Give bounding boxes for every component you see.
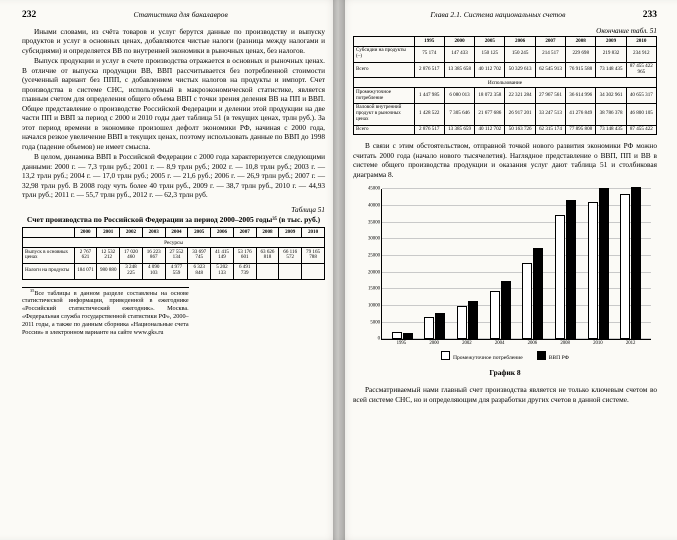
chart-x-tick: 1995 (396, 341, 407, 347)
table-caption: Таблица 51 (291, 205, 325, 214)
footnote-area (22, 287, 189, 337)
table-row (354, 62, 657, 78)
cell: 2 876 517 (414, 125, 444, 135)
cell (302, 263, 325, 279)
cell: 4 977 559 (165, 263, 188, 279)
chart-bar-group (619, 187, 642, 339)
cell: 66 116 572 (279, 248, 302, 264)
th-label (23, 228, 75, 238)
cell: 150 245 (505, 46, 535, 62)
chart-plot-area (368, 186, 651, 342)
paragraph: Иными словами, из счёта товаров и услуг берутся данные по производству и выпуску продуктов и услуг в основных ценах, добавляются чистые налоги (разница между налогами и субсидиями) и определяется ВВ по внутренней экономики в рыночных ценах, без налогов. (22, 27, 325, 55)
chart-bar-group (391, 332, 414, 339)
cell: 12 532 212 (97, 248, 120, 264)
cell: 38 786 378 (596, 103, 626, 125)
table-continuation-caption: Окончание табл. 51 (596, 27, 657, 35)
legend-label-pp: Промежуточное потребление (452, 355, 523, 362)
row-label: Налоги на продукты (23, 263, 75, 279)
chart-y-tick: 40000 (368, 203, 380, 209)
table-header-row (354, 37, 657, 47)
chart-bar (566, 200, 576, 340)
cell: 147 433 (444, 46, 474, 62)
chart-bar (522, 263, 532, 339)
production-account-table-continued (353, 36, 657, 135)
th-2006: 2006 (505, 37, 535, 47)
cell: 2 767 621 (74, 248, 97, 264)
table-section-row (354, 78, 657, 88)
cell: 150 125 (475, 46, 505, 62)
th-2004: 2004 (165, 228, 188, 238)
chart-y-tick: 20000 (368, 270, 380, 276)
right-folio: 233 (642, 10, 657, 20)
cell: 75 174 (414, 46, 444, 62)
cell: 36 614 996 (566, 88, 596, 104)
legend-label-gdp: ВВП РФ (548, 355, 570, 362)
chart-bar (468, 301, 478, 339)
legend-swatch-pp (441, 351, 450, 360)
table-title: Счет производства по Российской Федерации за период 2000–2005 годы³⁵ (в тыс. руб.) (26, 214, 321, 224)
cell: 980 880 (97, 263, 120, 279)
th-2007: 2007 (233, 228, 256, 238)
chart-y-tick: 30000 (368, 236, 380, 242)
chart-bar (588, 202, 598, 340)
chart-y-tick: 5000 (370, 320, 380, 326)
right-page (339, 0, 677, 540)
th-2001: 2001 (97, 228, 120, 238)
table-row (354, 125, 657, 135)
th-2005: 2005 (475, 37, 505, 47)
th-2000: 2000 (74, 228, 97, 238)
left-running-head (22, 10, 325, 20)
table-row (354, 88, 657, 104)
cell: 13 385 658 (444, 62, 474, 78)
cell: 27 552 134 (165, 248, 188, 264)
cell: 41 276 849 (566, 103, 596, 125)
cell (279, 263, 302, 279)
table-section-row (23, 238, 325, 248)
cell: 53 176 601 (233, 248, 256, 264)
right-running-head (353, 10, 657, 20)
chart-y-tick: 10000 (368, 303, 380, 309)
cell: 87 455 422 (626, 125, 656, 135)
cell: 87 455 422 965 (626, 62, 656, 78)
paragraph: Рассматриваемый нами главный счет производства является не только ключевым счетом во всей системе СНС, но и определяющим для разработки других счетов в данной системе. (353, 385, 657, 404)
cell (256, 263, 279, 279)
chart-bar (392, 332, 402, 339)
chart-y-tick: 45000 (368, 186, 380, 192)
cell: 41 415 149 (211, 248, 234, 264)
cell: 219 832 (596, 46, 626, 62)
cell: 13 385 659 (444, 125, 474, 135)
chart-bar-group (423, 313, 446, 339)
chart-x-tick: 2000 (429, 341, 439, 347)
cell: 76 915 588 (566, 62, 596, 78)
th-1995: 1995 (414, 37, 444, 47)
chart-bar-group (488, 281, 511, 340)
chart-x-tick: 2004 (494, 341, 505, 347)
cell: 6 491 739 (233, 263, 256, 279)
cell: 2 876 517 (414, 62, 444, 78)
th-2008: 2008 (566, 37, 596, 47)
right-running-title: Глава 2.1. Система национальных счетов (430, 10, 566, 19)
chart-bars (382, 189, 651, 339)
th-2010: 2010 (302, 228, 325, 238)
th-2003: 2003 (142, 228, 165, 238)
section-label: Ресурсы (23, 238, 325, 248)
cell: 1 428 522 (414, 103, 444, 125)
cell: 5 202 133 (211, 263, 234, 279)
cell: 17 020 460 (120, 248, 143, 264)
cell: 73 148 435 (596, 62, 626, 78)
cell: 79 165 788 (302, 248, 325, 264)
chart-bar-group (554, 200, 577, 340)
table-row (354, 103, 657, 125)
chart-y-tick: 35000 (368, 220, 380, 226)
chart-x-tick: 2006 (527, 341, 538, 347)
cell: 77 895 808 (566, 125, 596, 135)
row-label: Промежуточное потребление (354, 88, 415, 104)
th-label (354, 37, 415, 47)
cell: 40 112 702 (475, 62, 505, 78)
row-label: Выпуск в основных ценах (23, 248, 75, 264)
th-2000: 2000 (444, 37, 474, 47)
legend-item-gdp (537, 351, 569, 361)
chart-bar-group (521, 248, 544, 340)
th-2009: 2009 (596, 37, 626, 47)
row-label: Валовой внутренний продукт в рыночных ценах (354, 103, 415, 125)
cell: 18 072 358 (475, 88, 505, 104)
cell: 214 517 (535, 46, 565, 62)
cell: 6 080 013 (444, 88, 474, 104)
row-label: Всего (354, 62, 415, 78)
cell: 62 545 913 (535, 62, 565, 78)
legend-swatch-gdp (537, 351, 546, 360)
cell: 33 697 745 (188, 248, 211, 264)
left-running-title: Статистика для бакалавров (133, 10, 228, 19)
th-2002: 2002 (120, 228, 143, 238)
production-account-table (22, 227, 325, 279)
cell: 4 090 103 (142, 263, 165, 279)
cell: 229 698 (566, 46, 596, 62)
chart-bar (631, 187, 641, 339)
th-2005: 2005 (188, 228, 211, 238)
cell: 16 223 867 (142, 248, 165, 264)
footnote-marker: 35 (30, 287, 35, 293)
cell: 26 917 201 (505, 103, 535, 125)
left-folio: 232 (22, 10, 37, 20)
table-header-row (23, 228, 325, 238)
cell: 184 071 (74, 263, 97, 279)
paragraph: В связи с этим обстоятельством, отправной точкой нового развития экономики РФ можно считать 2000 года (начало нового тысячелетия). Наглядное представление о ВВП, ПП и ВВ в системе общего производства продукции и оказания услуг дают таблица 51 и столбиковая диаграмма 8. (353, 141, 657, 179)
chart-y-tick: 25000 (368, 253, 380, 259)
cell: 40 112 702 (475, 125, 505, 135)
row-label: Всего (354, 125, 415, 135)
cell: 50 163 726 (505, 125, 535, 135)
cell: 73 148 435 (596, 125, 626, 135)
cell: 46 800 105 (626, 103, 656, 125)
footnote-text: Все таблицы в данном разделе составлены на основе статистической информации, приведенной в ежегоднике «Российский статистический ежегодник». Москва. «Федеральная служба государственной статистики РФ», 2000–2011 годы, а также по данным сборника «Национальные счета России» в электронном варианте на сайте www.gks.ru (22, 289, 189, 336)
chart-bar (435, 313, 445, 339)
chart-bar (424, 317, 434, 339)
section-label: Использование (354, 78, 657, 88)
table-row (23, 248, 325, 264)
th-2007: 2007 (535, 37, 565, 47)
cell: 27 967 561 (535, 88, 565, 104)
cell: 6 323 848 (188, 263, 211, 279)
th-2009: 2009 (279, 228, 302, 238)
cell: 63 626 818 (256, 248, 279, 264)
chart-bar (501, 281, 511, 340)
th-2008: 2008 (256, 228, 279, 238)
paragraph: Выпуск продукции и услуг в счете производства отражается в основных и рыночных ценах. В отличие от выпуска продукции ВВ, ВВП рассчитывается без потребленной стоимости (усеченный вариант без ППП, с добавлением чистых налогов на продукты и импорт. Счет производства в системе СНС, используемый в макроэкономической статистике, является главным счетом для определения общего объема ВВП с точки зрения деления ВВ на ПП и ВВП. Общее представление о производстве Российской Федерации и делении этой продукции на две части ПП и ВВП за период с 2000 и 2010 годы дает таблица 51 (в текущих ценах, трлн руб.). За этот период времени в экономике произошел дефолт экономики РФ, начиная с 2000 года, начался резкое увеличение ВВП в текущих ценах, поэтому использовать данные по ВВП до 1998 года (падение объемов) не имеет смысла. (22, 56, 325, 151)
cell: 1 447 985 (414, 88, 444, 104)
chart-bar (457, 306, 467, 340)
bar-chart (353, 187, 657, 377)
cell: 7 305 646 (444, 103, 474, 125)
chart-x-axis (381, 340, 651, 346)
chart-bar-group (586, 188, 609, 340)
th-2010: 2010 (626, 37, 656, 47)
chart-x-tick: 2002 (462, 341, 472, 347)
cell: 62 315 174 (535, 125, 565, 135)
chart-bar (620, 194, 630, 339)
chart-x-tick: 2012 (625, 341, 636, 347)
chart-bar-group (456, 301, 479, 339)
legend-item-pp (441, 351, 523, 361)
chart-x-tick: 2008 (560, 341, 570, 347)
chart-legend (355, 351, 655, 361)
th-2006: 2006 (211, 228, 234, 238)
table-row (23, 263, 325, 279)
cell: 50 329 613 (505, 62, 535, 78)
table-row (354, 46, 657, 62)
cell: 40 655 317 (626, 88, 656, 104)
chart-y-tick: 0 (377, 336, 380, 342)
chart-title: График 8 (489, 368, 521, 378)
chart-bar (533, 248, 543, 340)
chart-bar (490, 291, 500, 340)
footnote (22, 287, 189, 337)
chart-bar (555, 215, 565, 339)
chart-y-tick: 15000 (368, 286, 380, 292)
cell: 3 248 225 (120, 263, 143, 279)
chart-bar (599, 188, 609, 340)
cell: 34 302 961 (596, 88, 626, 104)
row-label: Субсидии на продукты (–) (354, 46, 415, 62)
chart-bar (403, 333, 413, 340)
cell: 22 321 284 (505, 88, 535, 104)
cell: 33 247 513 (535, 103, 565, 125)
paragraph: В целом, динамика ВВП в Российской Федерации с 2000 года характеризуется следующими данными: 2000 г. — 7,3 трлн руб.; 2001 г. — 8,9 трлн руб.; 2002 г. — 10,8 трлн руб.; 2003 г. — 13,2 трлн руб.; 2004 г. — 17,0 трлн руб.; 2005 г. — 21,6 руб.; 2006 г. — 26,9 трлн руб.; 2007 г. — 32,98 трлн руб. В 2008 году чуть более 40 трлн руб., 2009 г. — 38,7 трлн руб., 2010 г. — 44,93 трлн руб.; 2011 г. — 55,7 трлн руб., 2012 г. — 62,3 трлн руб. (22, 152, 325, 200)
chart-x-tick: 2010 (593, 341, 603, 347)
cell: 234 912 (626, 46, 656, 62)
cell: 21 677 686 (475, 103, 505, 125)
